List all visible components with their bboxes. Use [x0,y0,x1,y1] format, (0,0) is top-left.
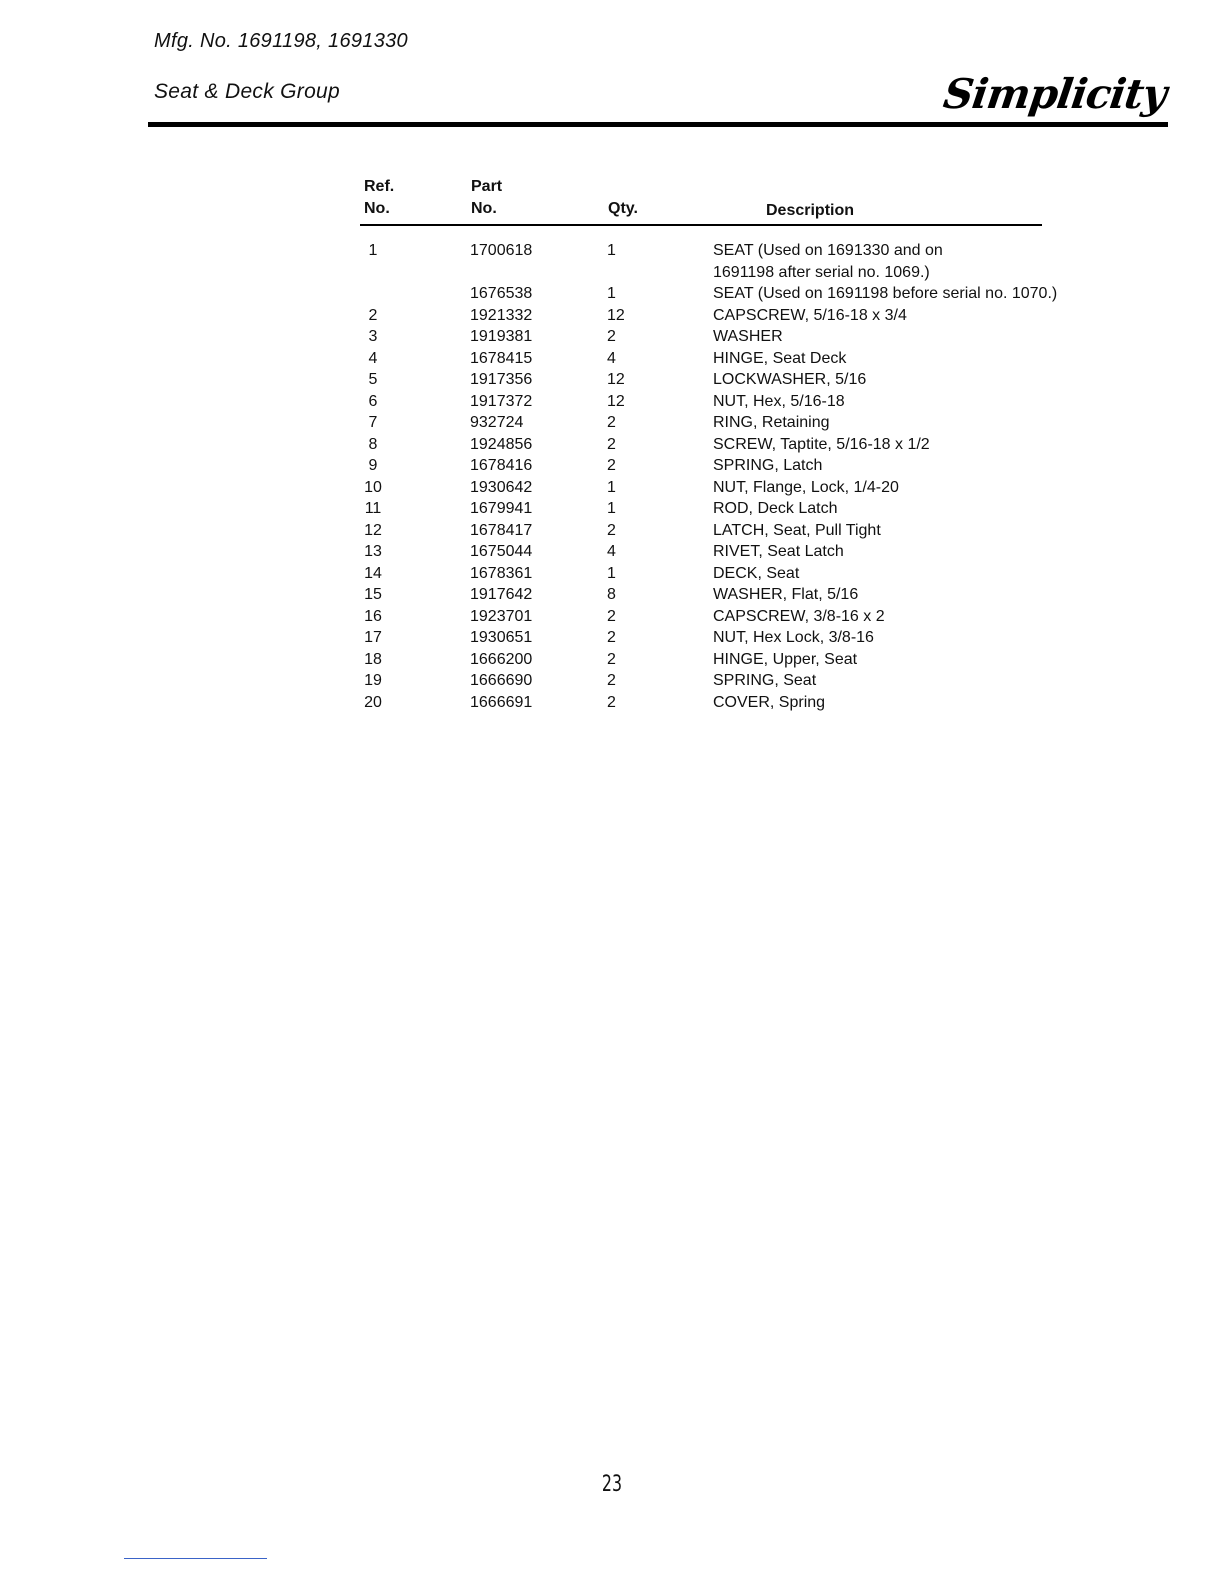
qty-cell: 2 [607,693,616,711]
description-cell: NUT, Hex Lock, 3/8-16 [713,629,874,646]
ref-no-cell: 1 [368,242,378,259]
table-row [358,520,1138,542]
table-column-headers [358,176,1138,224]
table-row [358,348,1138,370]
qty-cell: 2 [607,650,616,668]
ref-no-cell: 7 [368,414,378,431]
column-header-ref-line2: No. [364,200,390,217]
description-cell: NUT, Hex, 5/16-18 [713,392,845,410]
ref-no-cell: 18 [364,650,382,668]
brand-logo: Simplicity [940,70,1170,118]
ref-no-cell: 5 [368,371,378,388]
description-cell: COVER, Spring [713,693,826,711]
bottom-rule [124,1558,267,1559]
table-row [358,305,1138,327]
description-cell: RING, Retaining [713,414,830,431]
part-no-cell: 1666200 [470,650,533,668]
qty-cell: 2 [607,521,616,539]
description-cell: SCREW, Taptite, 5/16-18 x 1/2 [713,435,930,453]
part-no-cell: 1917372 [470,392,533,410]
table-row [358,369,1138,391]
column-header-part-line1: Part [471,178,503,195]
description-cell: WASHER, Flat, 5/16 [713,586,859,603]
ref-no-cell: 11 [364,500,382,517]
description-cell: RIVET, Seat Latch [713,543,844,560]
mfg-number-line: Mfg. No. 1691198, 1691330 [154,30,408,52]
table-row [358,563,1138,585]
ref-no-cell: 17 [364,629,382,646]
table-rows [358,240,1138,735]
qty-cell: 1 [607,564,616,582]
table-row [358,498,1138,520]
qty-cell: 2 [607,629,616,646]
group-title: Seat & Deck Group [154,80,341,103]
part-no-cell: 1676538 [470,285,533,302]
ref-no-cell: 15 [364,586,382,603]
description-cell: ROD, Deck Latch [713,500,838,517]
description-cell: CAPSCREW, 5/16-18 x 3/4 [713,306,907,324]
description-cell: NUT, Flange, Lock, 1/4-20 [713,478,899,496]
part-no-cell: 1923701 [470,607,533,625]
ref-no-cell: 14 [364,564,382,582]
ref-no-cell: 9 [368,457,378,474]
qty-cell: 12 [607,371,625,388]
part-no-cell: 1678417 [470,521,533,539]
qty-cell: 1 [607,242,616,259]
table-row [358,541,1138,563]
header-underline [360,224,1042,226]
qty-cell: 4 [607,543,616,560]
ref-no-cell: 8 [368,435,378,453]
description-cell: CAPSCREW, 3/8-16 x 2 [713,607,885,625]
description-cell: LOCKWASHER, 5/16 [713,371,867,388]
table-row [358,713,1138,735]
description-cell: SPRING, Latch [713,457,823,474]
qty-cell: 1 [607,500,616,517]
column-header-description: Description [766,202,855,219]
ref-no-cell: 20 [364,693,382,711]
ref-no-cell: 4 [368,349,378,367]
part-no-cell: 1666691 [470,693,533,711]
description-cell: HINGE, Upper, Seat [713,650,858,668]
part-no-cell: 1930642 [470,478,533,496]
description-cell: HINGE, Seat Deck [713,349,847,367]
qty-cell: 2 [607,607,616,625]
qty-cell: 8 [607,586,616,603]
qty-cell: 2 [607,457,616,474]
part-no-cell: 1700618 [470,242,533,259]
part-no-cell: 1678361 [470,564,533,582]
qty-cell: 4 [607,349,616,367]
ref-no-cell: 10 [364,478,382,496]
ref-no-cell: 6 [368,392,378,410]
table-row [358,240,1138,283]
description-cell: WASHER [713,328,783,345]
column-header-part-no [471,176,502,220]
ref-no-cell: 3 [368,328,378,345]
table-row [358,606,1138,628]
ref-no-cell: 2 [368,306,378,324]
table-row [358,670,1138,692]
table-row [358,434,1138,456]
qty-cell: 2 [607,414,616,431]
qty-cell: 12 [607,306,625,324]
ref-no-cell: 16 [364,607,382,625]
table-row [358,326,1138,348]
part-no-cell: 1921332 [470,306,533,324]
table-row [358,692,1138,714]
table-row [358,627,1138,649]
part-no-cell: 1679941 [470,500,533,517]
part-no-cell: 1924856 [470,435,533,453]
column-header-ref-no [364,176,394,220]
part-no-cell: 932724 [470,414,524,431]
part-no-cell: 1678416 [470,457,533,474]
part-no-cell: 1678415 [470,349,533,367]
table-row [358,391,1138,413]
qty-cell: 12 [607,392,625,410]
part-no-cell: 1919381 [470,328,533,345]
column-header-part-line2: No. [471,200,497,217]
qty-cell: 1 [607,285,616,302]
description-cell: DECK, Seat [713,564,800,582]
part-no-cell: 1675044 [470,543,533,560]
table-row [358,584,1138,606]
description-cell: SPRING, Seat [713,672,817,689]
part-no-cell: 1917356 [470,371,533,388]
column-header-qty: Qty. [608,200,638,217]
table-row [358,455,1138,477]
part-no-cell: 1930651 [470,629,533,646]
qty-cell: 2 [607,435,616,453]
description-cell: SEAT (Used on 1691198 before serial no. 1070.) [713,285,1058,302]
header-rule [148,122,1168,127]
table-row [358,477,1138,499]
parts-table [358,176,1138,711]
qty-cell: 2 [607,672,616,689]
page-number: 23 [601,1472,623,1497]
table-row [358,412,1138,434]
table-row [358,283,1138,305]
qty-cell: 2 [607,328,616,345]
description-cell: SEAT (Used on 1691330 and on 1691198 after serial no. 1069.) [713,242,943,281]
ref-no-cell: 13 [364,543,382,560]
description-cell: LATCH, Seat, Pull Tight [713,521,881,539]
ref-no-cell: 19 [364,672,382,689]
part-no-cell: 1917642 [470,586,533,603]
part-no-cell: 1666690 [470,672,533,689]
ref-no-cell: 12 [364,521,382,539]
table-row [358,649,1138,671]
column-header-ref-line1: Ref. [364,178,395,195]
qty-cell: 1 [607,478,616,496]
